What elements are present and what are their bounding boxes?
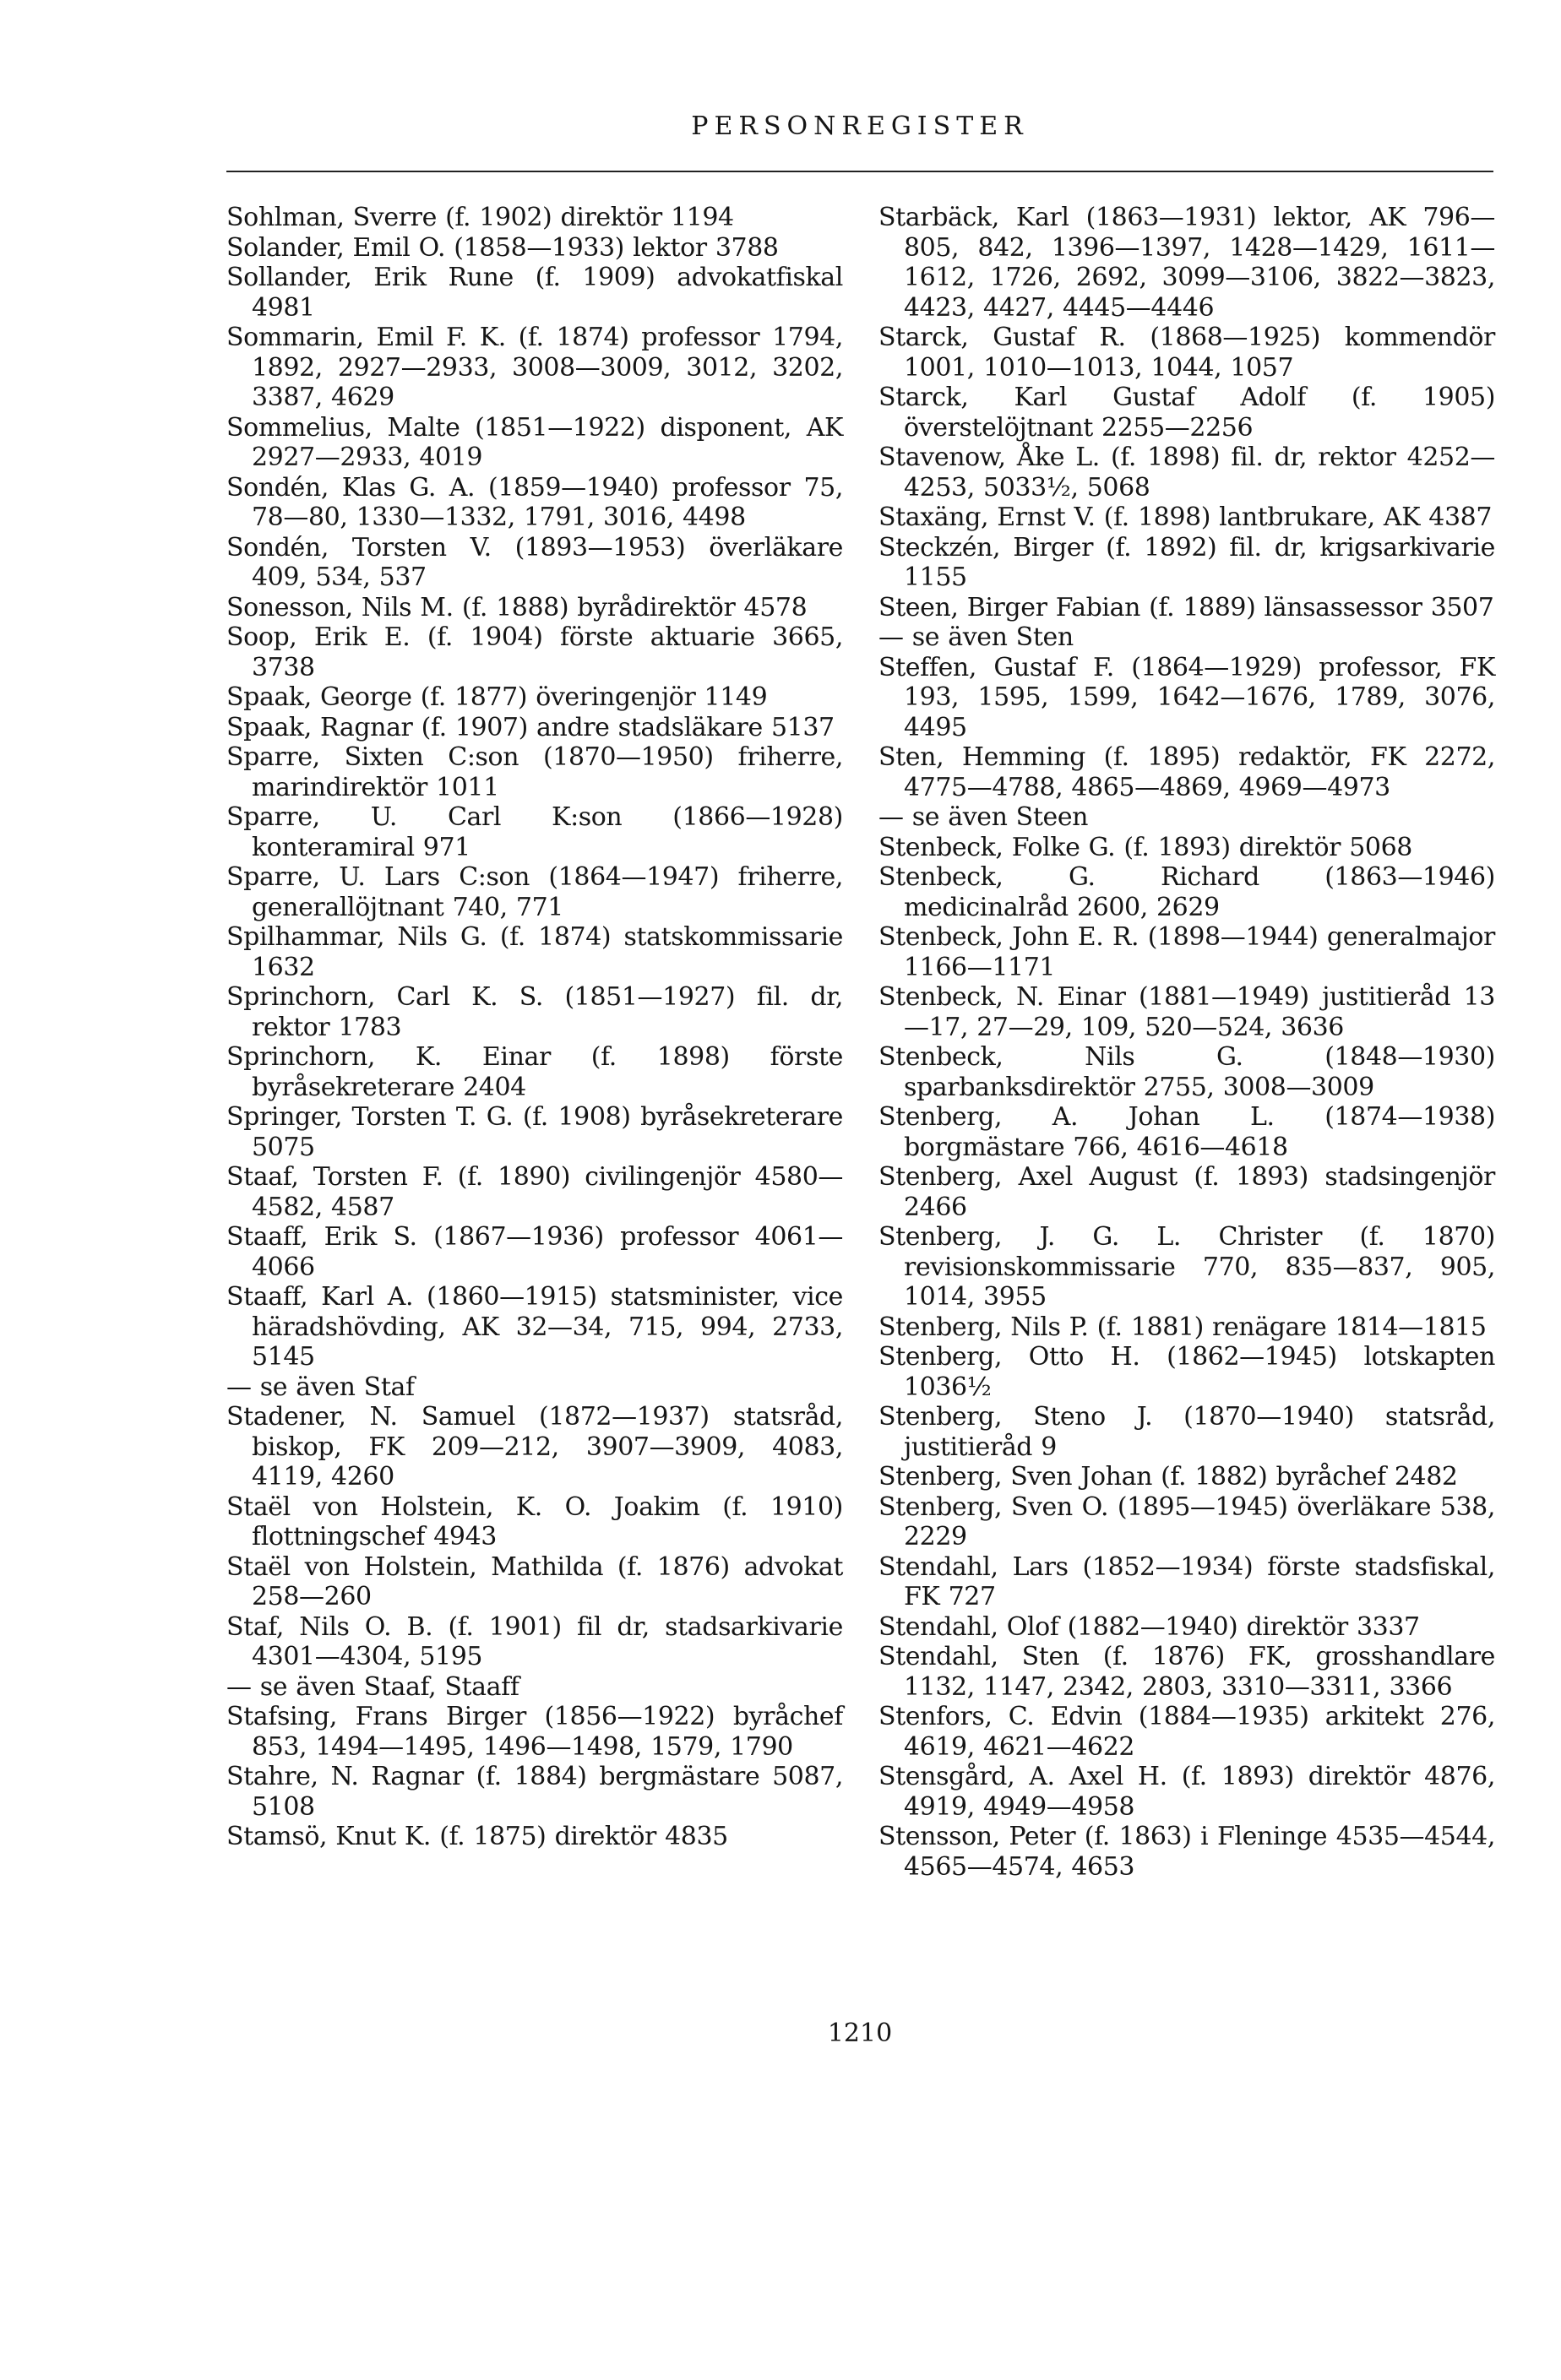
index-entry: Sollander, Erik Rune (f. 1909) advokatfiskal 4981 — [226, 263, 843, 323]
index-entry: Solander, Emil O. (1858—1933) lektor 3788 — [226, 232, 779, 263]
index-entry: Sondén, Klas G. A. (1859—1940) professor 75, 78—80, 1330—1332, 1791, 3016, 4498 — [226, 472, 843, 532]
index-entry: — se även Steen — [878, 802, 1089, 832]
index-entry: Stamsö, Knut K. (f. 1875) direktör 4835 — [226, 1822, 728, 1851]
index-entry: Sprinchorn, Carl K. S. (1851—1927) fil. dr, rektor 1783 — [226, 982, 843, 1042]
index-entry: Stendahl, Sten (f. 1876) FK, grosshandlare 1132, 1147, 2342, 2803, 3310—3311, 3366 — [878, 1642, 1495, 1702]
index-entry: Steckzén, Birger (f. 1892) fil. dr, krigsarkivarie 1155 — [878, 532, 1495, 592]
index-entry: Stenberg, Steno J. (1870—1940) statsråd, justitieråd 9 — [878, 1402, 1495, 1462]
index-entry: Stafsing, Frans Birger (1856—1922) byråchef 853, 1494—1495, 1496—1498, 1579, 1790 — [226, 1702, 843, 1762]
index-entry: Sondén, Torsten V. (1893—1953) överläkare 409, 534, 537 — [226, 532, 843, 592]
index-entry: Stendahl, Lars (1852—1934) förste stadsfiskal, FK 727 — [878, 1551, 1495, 1611]
index-entry: Sparre, U. Lars C:son (1864—1947) friherre, generallöjtnant 740, 771 — [226, 862, 843, 922]
index-entry: Staf, Nils O. B. (f. 1901) fil dr, stadsarkivarie 4301—4304, 5195 — [226, 1611, 843, 1671]
index-entry: Spilhammar, Nils G. (f. 1874) statskommissarie 1632 — [226, 922, 843, 982]
index-entry: Steffen, Gustaf F. (1864—1929) professor, FK 193, 1595, 1599, 1642—1676, 1789, 3076, 4495 — [878, 652, 1495, 742]
index-entry: Stadener, N. Samuel (1872—1937) statsråd, biskop, FK 209—212, 3907—3909, 4083, 4119, 4260 — [226, 1402, 843, 1492]
index-entry: Stenfors, C. Edvin (1884—1935) arkitekt 276, 4619, 4621—4622 — [878, 1702, 1495, 1762]
index-entry: Staël von Holstein, K. O. Joakim (f. 1910) flottningschef 4943 — [226, 1492, 843, 1551]
index-entry: Staxäng, Ernst V. (f. 1898) lantbrukare, AK 4387 — [878, 503, 1493, 532]
index-entry: Stenbeck, G. Richard (1863—1946) medicinalråd 2600, 2629 — [878, 862, 1495, 922]
index-entry: Stenbeck, John E. R. (1898—1944) generalmajor 1166—1171 — [878, 922, 1495, 982]
index-entry: Stenbeck, Nils G. (1848—1930) sparbanksdirektör 2755, 3008—3009 — [878, 1042, 1495, 1102]
index-entry: Stendahl, Olof (1882—1940) direktör 3337 — [878, 1611, 1420, 1642]
page-number: 1210 — [827, 2019, 893, 2048]
index-entry: Stensgård, A. Axel H. (f. 1893) direktör 4876, 4919, 4949—4958 — [878, 1762, 1495, 1822]
index-entry: Sommarin, Emil F. K. (f. 1874) professor 1794, 1892, 2927—2933, 3008—3009, 3012, 3202, 3387, 4629 — [226, 323, 843, 412]
index-entry: Stenberg, Sven O. (1895—1945) överläkare 538, 2229 — [878, 1492, 1495, 1551]
index-entry: Stenberg, J. G. L. Christer (f. 1870) revisionskommissarie 770, 835—837, 905, 1014, 3955 — [878, 1222, 1495, 1312]
index-entry: Staaff, Karl A. (1860—1915) statsminister, vice häradshövding, AK 32—34, 715, 994, 2733, 5145 — [226, 1282, 843, 1372]
index-entry: — se även Sten — [878, 622, 1074, 652]
index-entry: Stavenow, Åke L. (f. 1898) fil. dr, rektor 4252—4253, 5033½, 5068 — [878, 443, 1495, 503]
page-header: PERSONREGISTER — [691, 111, 1029, 141]
index-entry: Staël von Holstein, Mathilda (f. 1876) advokat 258—260 — [226, 1551, 843, 1611]
index-entry: Spaak, George (f. 1877) överingenjör 1149 — [226, 682, 768, 712]
index-entry: Sonesson, Nils M. (f. 1888) byrådirektör 4578 — [226, 592, 808, 622]
index-entry: Steen, Birger Fabian (f. 1889) länsassessor 3507 — [878, 592, 1494, 622]
left-column — [226, 203, 843, 1852]
index-entry: Stenbeck, Folke G. (f. 1893) direktör 5068 — [878, 832, 1412, 862]
index-entry: Stenberg, Axel August (f. 1893) stadsingenjör 2466 — [878, 1162, 1495, 1222]
index-entry: Sommelius, Malte (1851—1922) disponent, AK 2927—2933, 4019 — [226, 412, 843, 472]
index-entry: Springer, Torsten T. G. (f. 1908) byråsekreterare 5075 — [226, 1102, 843, 1162]
index-entry: Starck, Karl Gustaf Adolf (f. 1905) överstelöjtnant 2255—2256 — [878, 383, 1495, 443]
index-entry: Stenbeck, N. Einar (1881—1949) justitieråd 13—17, 27—29, 109, 520—524, 3636 — [878, 982, 1495, 1042]
index-entry: — se även Staf — [226, 1372, 415, 1402]
index-entry: Starbäck, Karl (1863—1931) lektor, AK 796—805, 842, 1396—1397, 1428—1429, 1611—1612, 1726, 2692, 3099—3106, 3822—3823, 4423, 4427, 4445—4446 — [878, 203, 1495, 323]
index-entry: Staaff, Erik S. (1867—1936) professor 4061—4066 — [226, 1222, 843, 1282]
index-entry: Stenberg, A. Johan L. (1874—1938) borgmästare 766, 4616—4618 — [878, 1102, 1495, 1162]
index-entry: Starck, Gustaf R. (1868—1925) kommendör 1001, 1010—1013, 1044, 1057 — [878, 323, 1495, 383]
index-entry: Sten, Hemming (f. 1895) redaktör, FK 2272, 4775—4788, 4865—4869, 4969—4973 — [878, 742, 1495, 802]
index-entry: Stenberg, Otto H. (1862—1945) lotskapten 1036½ — [878, 1342, 1495, 1402]
index-entry: Stenberg, Nils P. (f. 1881) renägare 1814—1815 — [878, 1312, 1487, 1342]
index-entry: Sparre, U. Carl K:son (1866—1928) konteramiral 971 — [226, 802, 843, 862]
index-entry: Stahre, N. Ragnar (f. 1884) bergmästare 5087, 5108 — [226, 1762, 843, 1822]
index-entry: Stensson, Peter (f. 1863) i Fleninge 4535—4544, 4565—4574, 4653 — [878, 1822, 1495, 1882]
index-entry: Stenberg, Sven Johan (f. 1882) byråchef 2482 — [878, 1462, 1458, 1492]
index-entry: Sparre, Sixten C:son (1870—1950) friherre, marindirektör 1011 — [226, 742, 843, 802]
index-entry: Spaak, Ragnar (f. 1907) andre stadsläkare 5137 — [226, 712, 835, 742]
index-entry: — se även Staaf, Staaff — [226, 1671, 519, 1702]
index-entry: Soop, Erik E. (f. 1904) förste aktuarie 3665, 3738 — [226, 622, 843, 682]
right-column — [878, 203, 1495, 1882]
index-entry: Sprinchorn, K. Einar (f. 1898) förste byråsekreterare 2404 — [226, 1042, 843, 1102]
index-entry: Staaf, Torsten F. (f. 1890) civilingenjör 4580—4582, 4587 — [226, 1162, 843, 1222]
index-entry: Sohlman, Sverre (f. 1902) direktör 1194 — [226, 203, 734, 232]
header-rule — [226, 171, 1493, 172]
